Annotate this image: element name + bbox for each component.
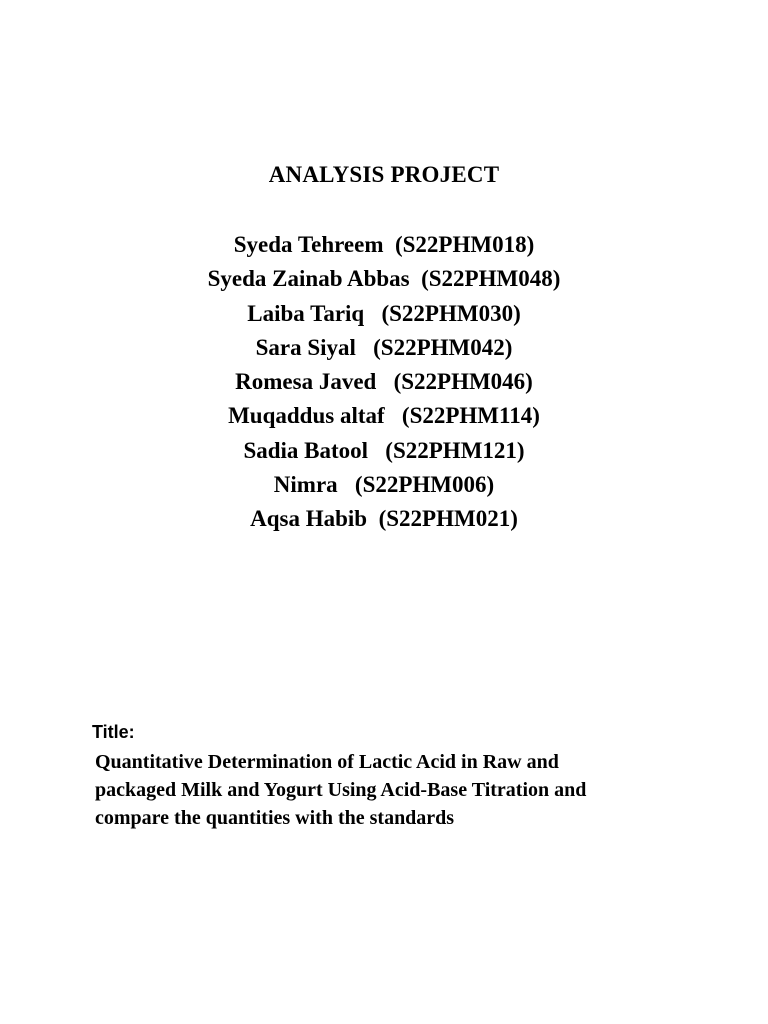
member-name: Syeda Tehreem (S22PHM018) [233, 232, 535, 257]
member-name: Laiba Tariq (S22PHM030) [247, 300, 521, 326]
member-name: Sara Siyal (S22PHM042) [255, 334, 513, 360]
member-name: Nimra (S22PHM006) [273, 472, 495, 498]
member-name: Sadia Batool (S22PHM121) [243, 437, 525, 463]
project-title-line: Quantitative Determination of Lactic Acid in Raw and [95, 751, 559, 773]
member-list [0, 228, 768, 537]
project-title [92, 748, 712, 832]
project-title-line: compare the quantities with the standards [95, 807, 455, 829]
member-name: Romesa Javed (S22PHM046) [235, 369, 533, 395]
member-name: Syeda Zainab Abbas (S22PHM048) [207, 266, 561, 292]
title-label: Title: [92, 722, 135, 742]
member-name: Aqsa Habib (S22PHM021) [250, 506, 518, 532]
title-block [92, 718, 712, 832]
member-name: Muqaddus altaf (S22PHM114) [228, 403, 540, 429]
project-title-line: packaged Milk and Yogurt Using Acid-Base Titration and [95, 779, 587, 801]
project-heading: ANALYSIS PROJECT [268, 162, 500, 187]
